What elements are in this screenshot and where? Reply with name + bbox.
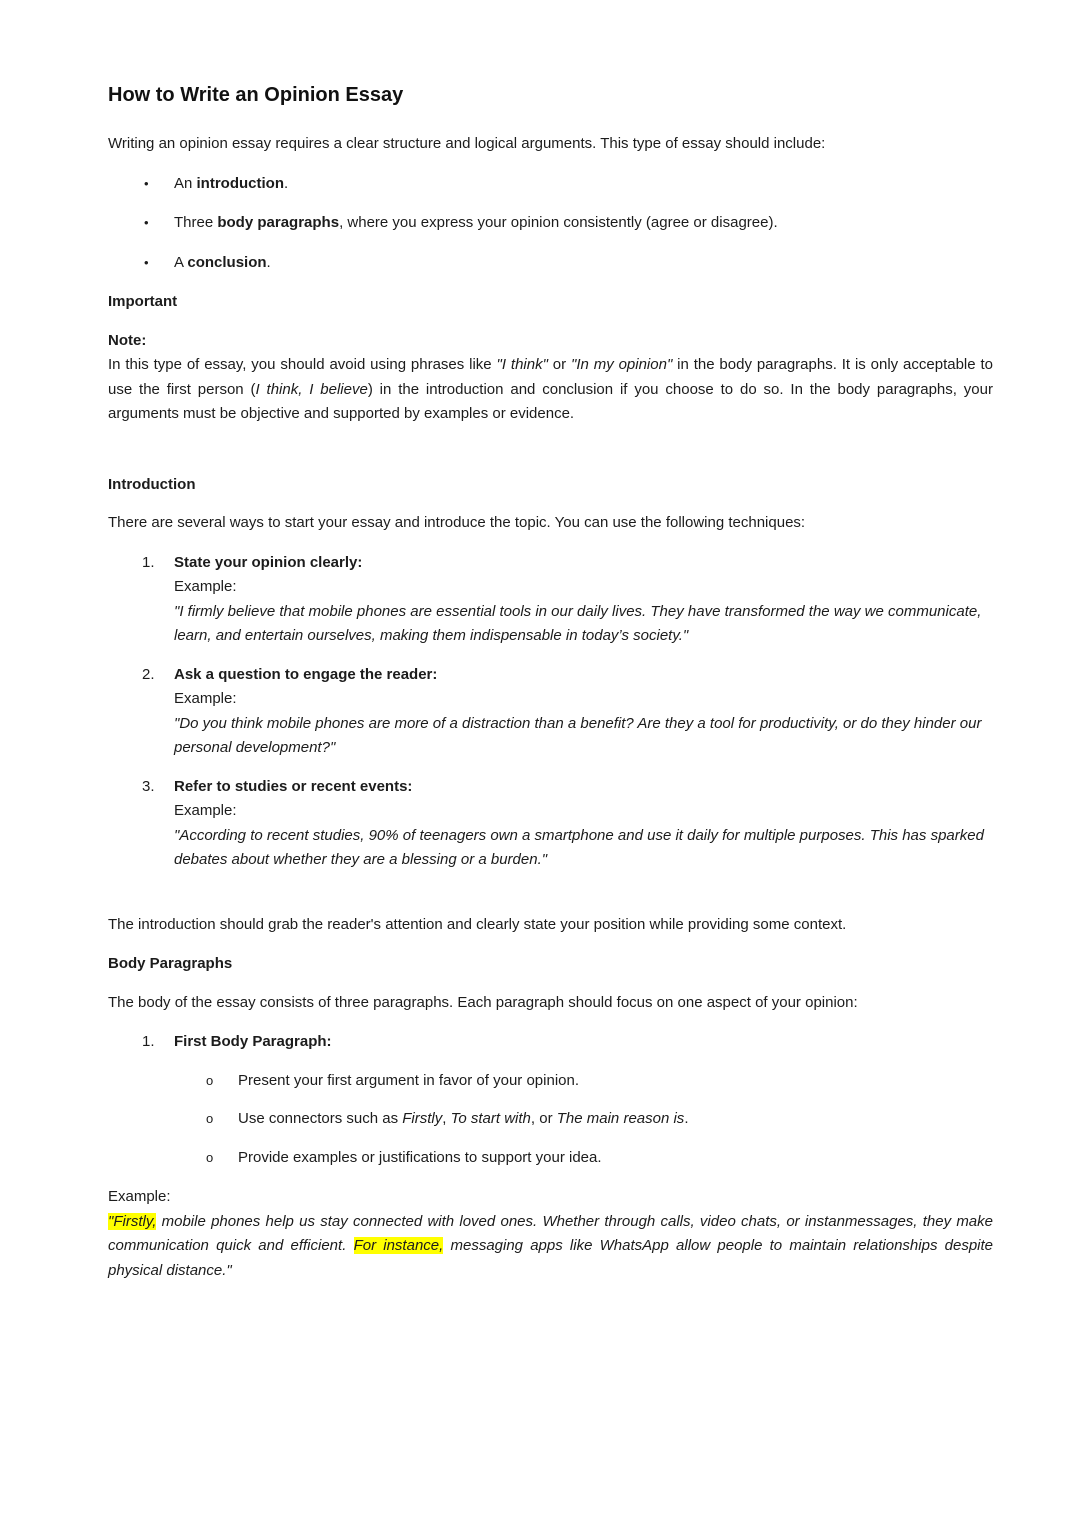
text-segment-italic: To start with xyxy=(450,1110,531,1127)
text-segment: mobile phones help us stay connected with loved ones. Whether through calls, video chats, or instanmessages, they make communication quick and efficient. xyxy=(108,1212,993,1254)
text-segment: . xyxy=(266,253,271,271)
example-quote: "I firmly believe that mobile phones are essential tools in our daily lives. They have transformed the way we communicate, learn, and entertain ourselves, making them indispensable in today’s society." xyxy=(174,602,982,644)
list-item xyxy=(108,211,993,236)
introduction-heading: Introduction xyxy=(108,475,196,493)
numbered-item xyxy=(108,551,993,649)
text-segment: In this type of essay, you should avoid using phrases like xyxy=(108,356,497,373)
introduction-lead: There are several ways to start your essay and introduce the topic. You can use the following techniques: xyxy=(108,514,806,531)
text-segment: , or xyxy=(530,1110,557,1127)
circle-bullet-icon: o xyxy=(206,1149,214,1165)
note-paragraph xyxy=(108,353,993,427)
text-segment: in the body paragraphs. It is only acceptable to use the first person ( xyxy=(108,356,993,398)
text-segment: ) in the introduction and conclusion if you choose to do so. In the body paragraphs, your arguments must be objective and supported by examples or evidence. xyxy=(108,380,993,422)
text-segment-bold: introduction xyxy=(196,174,284,192)
introduction-closing: The introduction should grab the reader's attention and clearly state your position while providing some context. xyxy=(108,915,847,933)
bullet-icon: • xyxy=(144,215,149,230)
text-segment: A xyxy=(174,253,188,271)
numbered-item xyxy=(108,663,993,761)
intro-paragraph: Writing an opinion essay requires a clear structure and logical arguments. This type of essay should include: xyxy=(108,135,826,152)
item-body xyxy=(174,1030,993,1055)
item-heading: State your opinion clearly: xyxy=(174,553,363,571)
text-segment: , where you express your opinion consistently (agree or disagree). xyxy=(339,214,778,231)
item-body xyxy=(174,663,993,761)
example-label: Example: xyxy=(174,578,237,595)
sub-list-item xyxy=(108,1146,993,1171)
text-segment-italic: The main reason is xyxy=(556,1110,685,1127)
sub-list-item xyxy=(108,1069,993,1094)
item-heading: Ask a question to engage the reader: xyxy=(174,665,438,683)
text-segment: Use connectors such as xyxy=(238,1110,403,1127)
sub-item-text: Provide examples or justifications to support your idea. xyxy=(238,1148,602,1166)
item-heading: First Body Paragraph: xyxy=(174,1033,332,1050)
list-item-text xyxy=(174,211,993,236)
item-number: 2. xyxy=(142,665,155,683)
circle-bullet-icon: o xyxy=(206,1072,214,1088)
text-segment-italic: I think, I believe xyxy=(255,380,368,398)
list-item xyxy=(108,251,993,276)
text-segment-italic: Firstly xyxy=(402,1110,443,1127)
item-body xyxy=(174,551,993,649)
item-body xyxy=(174,775,993,873)
essay-parts-bullet-list xyxy=(108,172,993,276)
numbered-item xyxy=(108,1030,993,1055)
list-item-text xyxy=(174,251,993,276)
bullet-icon: • xyxy=(144,175,149,191)
text-segment-bold: body paragraphs xyxy=(217,214,340,231)
sub-item-text xyxy=(238,1107,993,1132)
list-item xyxy=(108,172,993,197)
note-heading: Note: xyxy=(108,331,147,349)
body-example-paragraph xyxy=(108,1210,993,1284)
circle-bullet-icon: o xyxy=(206,1111,214,1126)
list-item-text xyxy=(174,172,993,197)
important-heading: Important xyxy=(108,293,178,310)
example-label: Example: xyxy=(174,690,237,707)
numbered-item xyxy=(108,775,993,873)
page-title: How to Write an Opinion Essay xyxy=(108,84,404,106)
highlighted-connector-firstly: "Firstly, xyxy=(108,1212,157,1230)
sub-list-item xyxy=(108,1107,993,1132)
text-segment-italic: "In my opinion" xyxy=(571,356,673,373)
text-segment: . xyxy=(684,1110,689,1127)
body-paragraphs-heading: Body Paragraphs xyxy=(108,955,233,972)
bullet-icon: • xyxy=(144,254,149,270)
sub-item-text: Present your first argument in favor of your opinion. xyxy=(238,1071,580,1089)
item-heading: Refer to studies or recent events: xyxy=(174,777,413,795)
text-segment: , xyxy=(442,1110,451,1127)
item-number: 3. xyxy=(142,777,155,795)
first-body-paragraph-sublist xyxy=(108,1069,993,1171)
item-number: 1. xyxy=(142,553,155,571)
text-segment: messaging apps like WhatsApp allow people to maintain relationships despite physical distance." xyxy=(108,1237,993,1279)
item-number: 1. xyxy=(142,1033,155,1050)
text-segment-bold: conclusion xyxy=(187,253,267,271)
text-segment: An xyxy=(174,174,197,192)
body-paragraphs-lead: The body of the essay consists of three paragraphs. Each paragraph should focus on one aspect of your opinion: xyxy=(108,993,858,1011)
example-quote: "According to recent studies, 90% of teenagers own a smartphone and use it daily for multiple purposes. This has sparked debates about whether they are a blessing or a burden." xyxy=(174,826,984,868)
introduction-techniques-list xyxy=(108,551,993,873)
text-segment: . xyxy=(284,174,289,192)
text-segment: or xyxy=(547,356,571,373)
example-quote: "Do you think mobile phones are more of a distraction than a benefit? Are they a tool for productivity, or do they hinder our personal development?" xyxy=(174,714,982,756)
highlighted-connector-for-instance: For instance, xyxy=(353,1237,444,1254)
example-label: Example: xyxy=(174,802,237,819)
text-segment: Three xyxy=(174,214,218,231)
text-segment-italic: "I think" xyxy=(496,356,548,373)
body-example-label: Example: xyxy=(108,1188,171,1205)
